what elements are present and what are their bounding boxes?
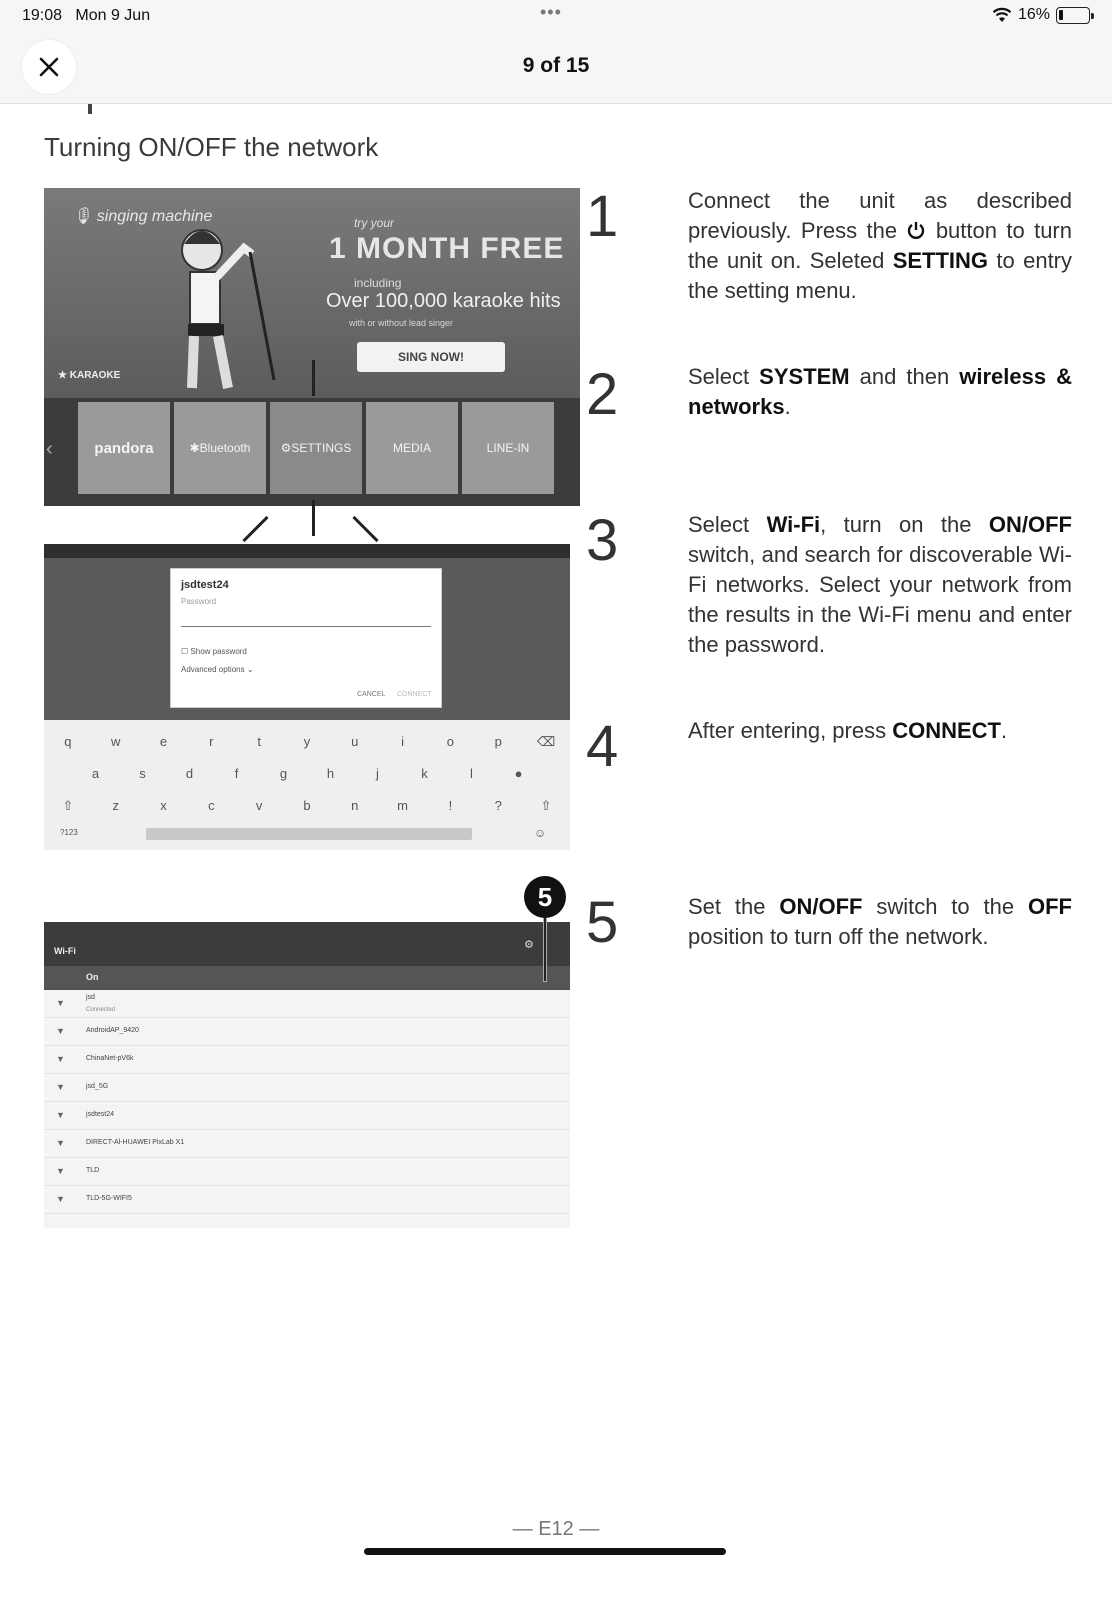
emoji-icon[interactable]: ☺ [534,826,547,840]
cancel-button[interactable]: CANCEL [357,691,386,698]
wifi-signal-icon: ▼ [56,1082,65,1092]
tile-bluetooth[interactable]: ✱ Bluetooth [174,402,266,494]
network-name: ChinaNet-pV6k [86,1055,134,1062]
step-4-text: After entering, press CONNECT. [688,718,1008,743]
wifi-header [44,922,570,966]
key[interactable]: n [351,798,359,813]
wifi-signal-icon: ▼ [56,1138,65,1148]
try-your-text: try your [354,216,395,230]
key[interactable]: ! [448,798,453,813]
key[interactable]: i [401,734,405,749]
network-name: DIRECT-Al-HUAWEI PixLab X1 [86,1139,185,1146]
page-footer: — E12 — [512,1518,600,1540]
step-3-text: Select Wi-Fi, turn on the ON/OFF switch, and search for discoverable Wi-Fi networks. Select your network from the results in the Wi-Fi menu and enter the password. [688,512,1072,657]
key[interactable]: ? [494,798,502,813]
home-indicator[interactable] [364,1548,726,1555]
status-date: Mon 9 Jun [75,7,151,24]
step-5-text: Set the ON/OFF switch to the OFF position to turn off the network. [688,894,1072,949]
settings-gear-icon[interactable]: ⚙ [524,939,534,951]
keyboard-row-2 [44,766,570,781]
step-number: 3 [586,508,619,573]
wifi-signal-icon: ▼ [56,1054,65,1064]
hits-text: Over 100,000 karaoke hits [326,290,561,312]
key[interactable]: u [351,734,359,749]
power-icon [906,220,926,240]
wifi-signal-icon: ▼ [56,1194,65,1204]
highlight-ray [312,500,315,536]
key[interactable]: t [257,734,261,749]
tile-line-in[interactable]: LINE-IN [462,402,554,494]
keyboard-row-3 [44,798,570,814]
singer-illustration [154,208,304,398]
highlight-ray [242,516,268,542]
wifi-on-label: On [86,972,99,982]
sing-now-button[interactable]: SING NOW! [357,342,505,372]
karaoke-logo: ★ KARAOKE [58,370,121,381]
key[interactable]: f [234,766,239,781]
step-2-text: Select SYSTEM and then wireless & networks. [688,364,1072,419]
network-status: Connected [86,1007,116,1013]
wifi-signal-icon: ▼ [56,1166,65,1176]
network-row[interactable] [44,1018,570,1046]
battery-fill [1059,10,1063,20]
enter-icon[interactable]: ● [514,766,523,781]
highlight-ray [312,360,315,396]
password-dialog [170,568,442,708]
spacebar[interactable] [146,828,472,840]
key[interactable]: c [208,798,215,813]
key[interactable]: q [64,734,72,749]
tile-pandora[interactable]: pandora [78,402,170,494]
network-row[interactable] [44,1046,570,1074]
key[interactable]: s [139,766,146,781]
key[interactable]: y [303,734,311,749]
viewer-top-bar [0,0,1112,104]
keyboard-row-1 [44,734,570,750]
step-number: 4 [586,714,619,779]
wifi-header-bar [44,544,570,558]
lead-singer-text: with or without lead singer [349,318,454,328]
callout-pointer [543,916,547,982]
including-text: including [354,276,402,290]
step-number: 2 [586,362,619,427]
step-number: 1 [586,184,619,249]
network-name: AndroidAP_9420 [86,1027,139,1034]
home-screen-image [44,188,580,506]
network-name: jsdtest24 [86,1111,115,1118]
shift-icon[interactable]: ⇧ [540,798,552,813]
key[interactable]: d [185,766,194,781]
wifi-on-toggle-bar[interactable] [44,966,570,990]
document-page [0,104,1112,1600]
key[interactable]: w [111,734,121,749]
battery-percent: 16% [1017,6,1050,23]
wifi-password-screen-image [44,544,570,850]
key[interactable]: l [470,766,473,781]
status-time: 19:08 Mon 9 Jun [22,7,151,24]
free-offer-text: 1 MONTH FREE [329,232,565,265]
symbols-key[interactable]: ?123 [60,828,78,837]
network-name: TLD [86,1167,100,1174]
cropped-heading-remnant [88,104,92,114]
wifi-icon [992,7,1012,23]
key[interactable]: g [279,766,288,781]
network-row[interactable] [44,1074,570,1102]
step-number: 5 [586,890,619,955]
backspace-icon[interactable]: ⌫ [536,734,556,749]
tile-settings[interactable]: ⚙ SETTINGS [270,402,362,494]
network-row[interactable] [44,990,570,1018]
key[interactable]: m [397,798,409,813]
key[interactable]: x [160,798,167,813]
wifi-signal-icon: ▼ [56,1026,65,1036]
battery-icon [1056,7,1090,24]
password-label: Password [181,597,217,606]
key[interactable]: h [326,766,335,781]
show-password-checkbox[interactable]: ☐ Show password [181,647,247,656]
dialog-title: jsdtest24 [181,579,229,591]
chevron-left-icon[interactable]: ‹ [46,438,53,460]
wifi-list-screen-image [44,922,570,1228]
section-heading: Turning ON/OFF the network [44,132,379,162]
connect-button[interactable]: CONNECT [397,691,432,698]
key[interactable]: j [376,766,379,781]
network-name: TLD-5G-WIFI5 [86,1195,132,1202]
network-row[interactable] [44,1158,570,1186]
app-tiles-row [44,398,580,506]
key[interactable]: e [159,734,168,749]
step-1-text: Connect the unit as described previously. Press the button to turn the unit on. Seleted SETTING to entry the setting menu. [688,188,1073,303]
wifi-signal-icon: ▼ [56,998,65,1008]
highlight-ray [352,516,378,542]
wifi-signal-icon: ▼ [56,1110,65,1120]
tile-media[interactable]: MEDIA [366,402,458,494]
multitasking-dots[interactable]: ••• [540,2,562,22]
step-5-callout: 5 [524,876,566,918]
key[interactable]: v [255,798,263,813]
network-row[interactable] [44,1130,570,1158]
status-right [992,6,1090,24]
key[interactable]: r [209,734,214,749]
network-row[interactable] [44,1102,570,1130]
key[interactable]: o [446,734,455,749]
key[interactable]: k [421,766,428,781]
password-input[interactable] [181,609,431,627]
key[interactable]: b [303,798,311,813]
shift-icon[interactable]: ⇧ [62,798,74,813]
page-counter: 9 of 15 [522,54,590,77]
wifi-title: Wi-Fi [54,946,76,956]
network-row[interactable] [44,1186,570,1214]
network-name: jsd_5G [86,1083,109,1090]
brand-logo: 🎙 singing machine [72,208,213,225]
key[interactable]: a [91,766,100,781]
advanced-options[interactable]: Advanced options ⌄ [181,665,254,674]
key[interactable]: p [494,734,502,749]
network-name: jsd [86,994,95,1001]
key[interactable]: z [112,798,119,813]
